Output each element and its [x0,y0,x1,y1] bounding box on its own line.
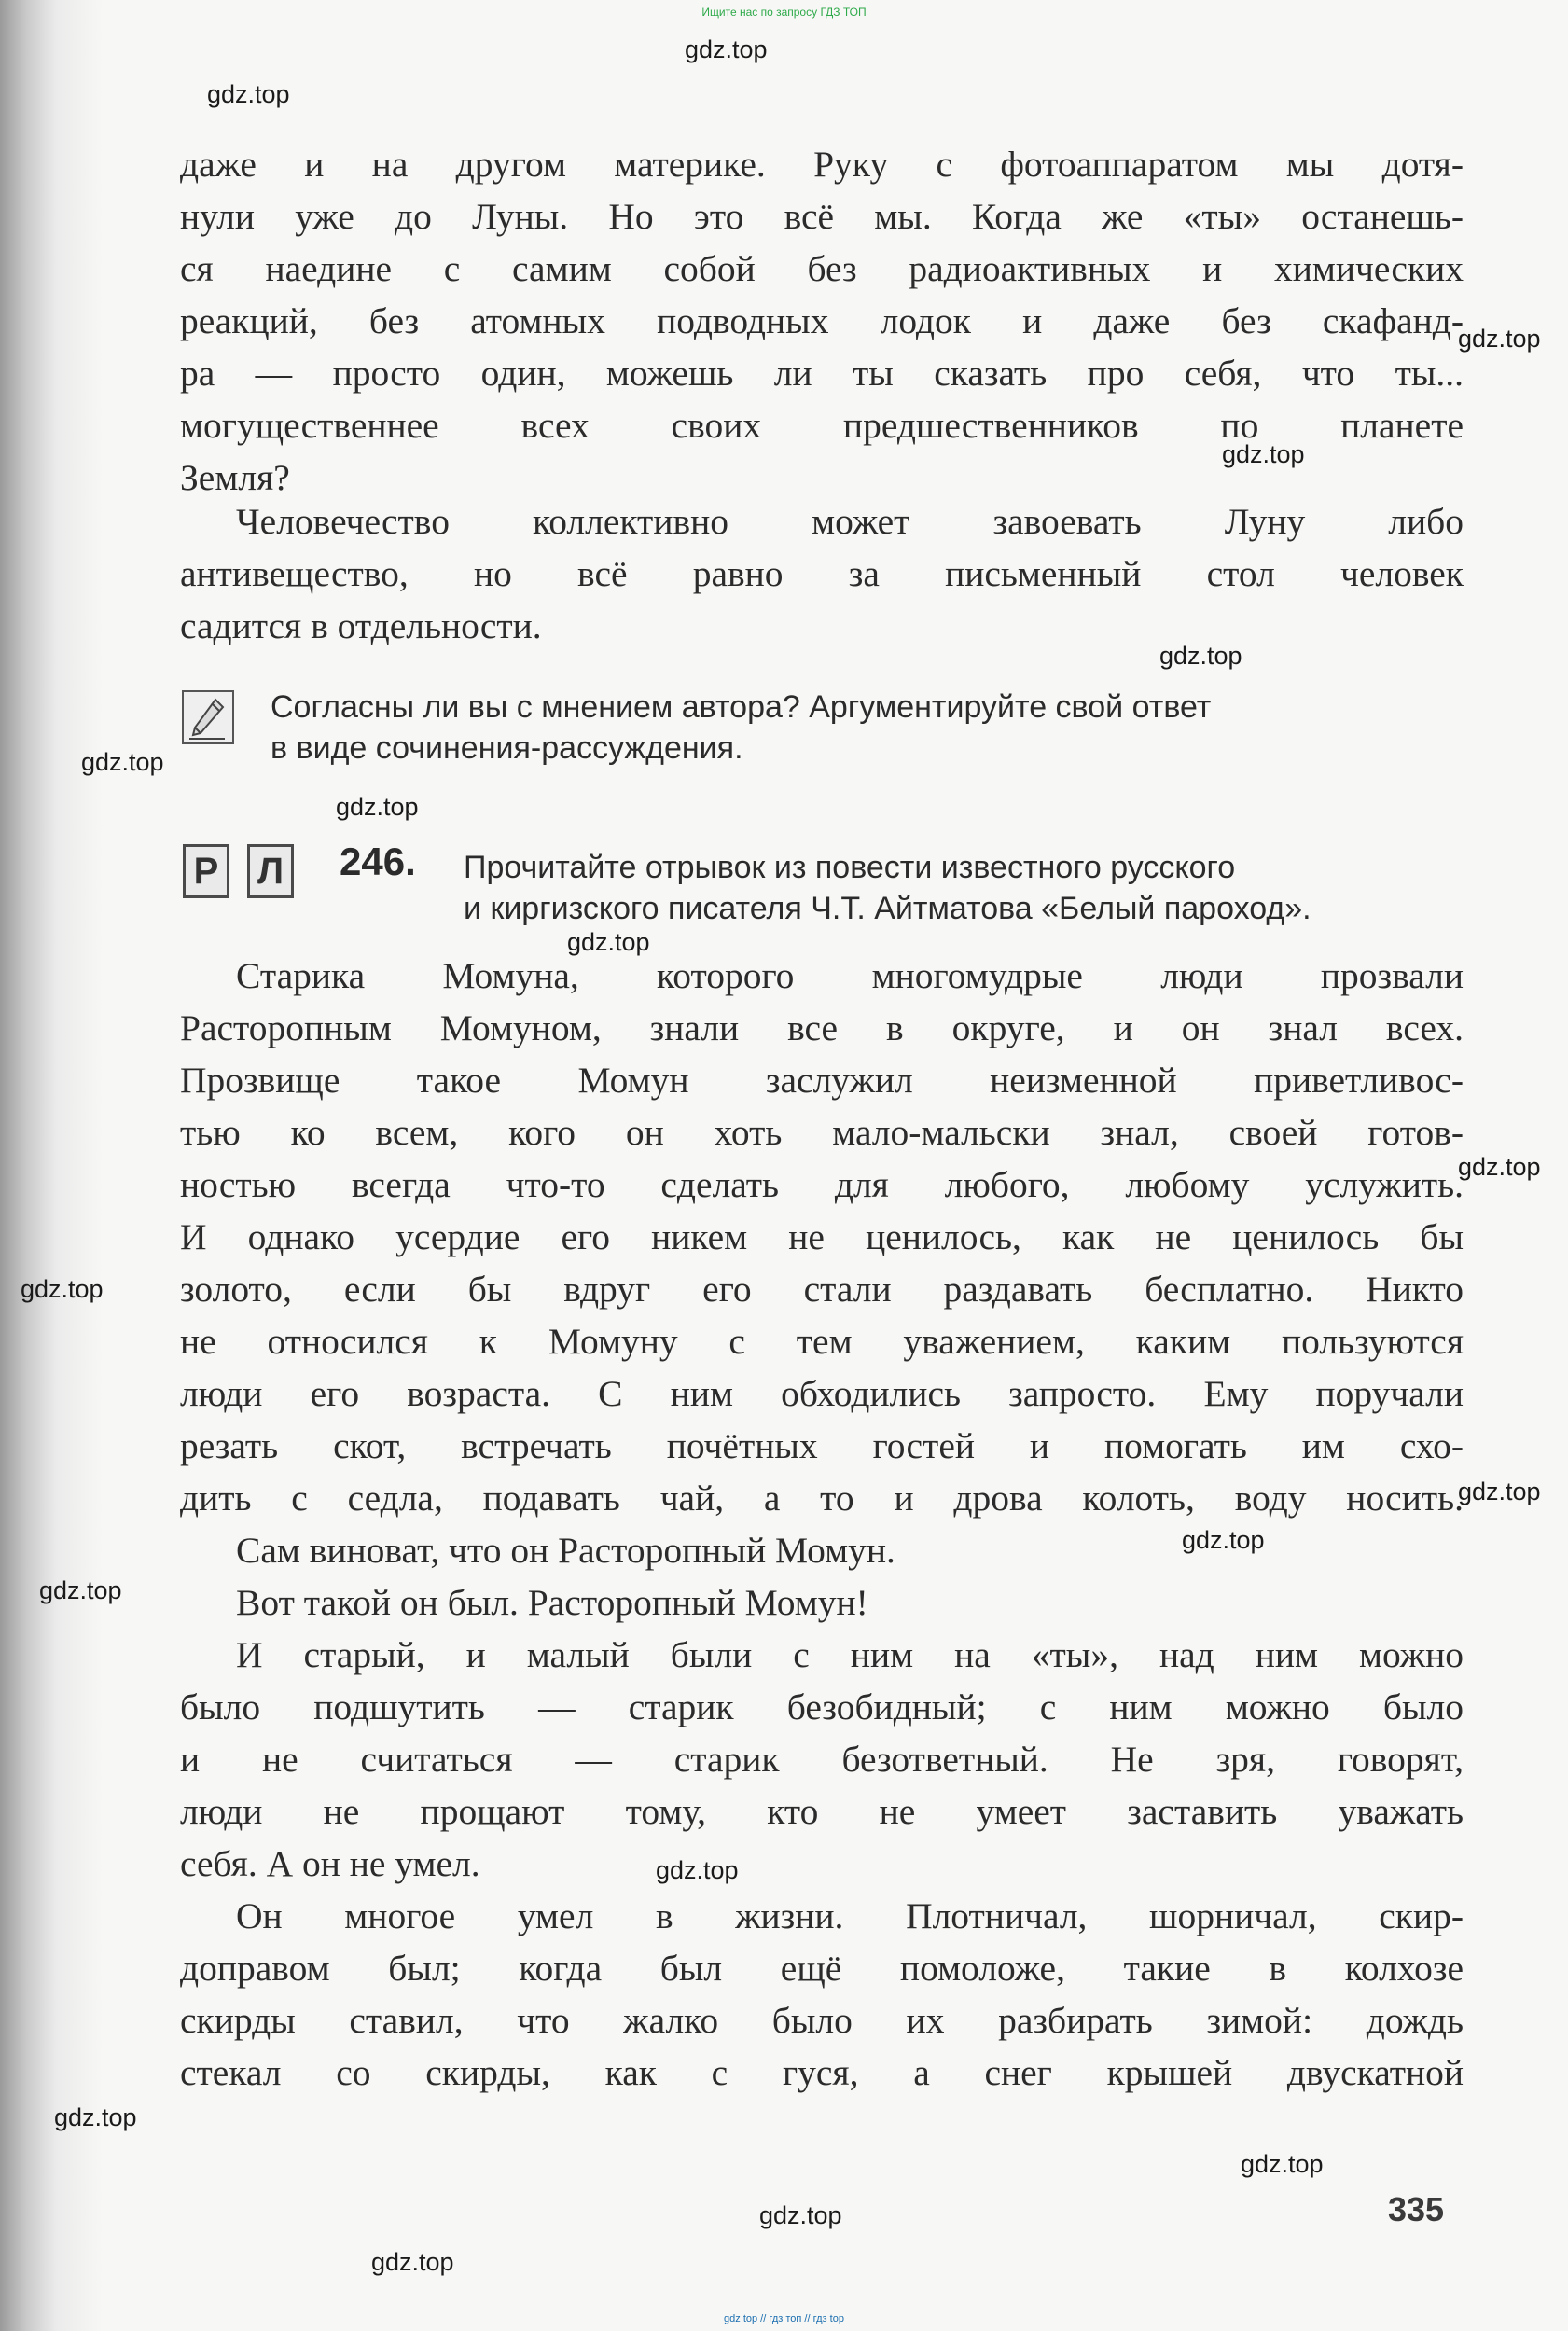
text-line: было подшутить — старик безобидный; с ним можно было [180,1686,1464,1727]
text-line: Сам виноват, что он Расторопный Момун. [236,1530,895,1571]
text-line: И однако усердие его никем не ценилось, как не ценилось бы [180,1216,1464,1257]
watermark: gdz.top [81,748,164,776]
text-line: себя. А он не умел. [180,1843,480,1884]
text-line: Земля? [180,457,290,498]
text-line: даже и на другом материке. Руку с фотоаппаратом мы дотя- [180,144,1464,185]
text-line: и не считаться — старик безответный. Не зря, говорят, [180,1739,1464,1780]
watermark: gdz.top [1458,1478,1541,1505]
text-line: не относился к Момуну с тем уважением, каким пользуются [180,1321,1464,1362]
watermark: gdz.top [759,2201,842,2229]
paragraph-6 [180,1629,1464,1890]
pencil-icon [182,690,234,744]
text-line: И старый, и малый были с ним на «ты», над ним можно [236,1634,1464,1675]
exercise-number: 246. [340,839,416,883]
top-banner[interactable]: Ищите нас по запросу ГДЗ ТОП [701,6,867,19]
page-number: 335 [1388,2190,1445,2228]
task-question [271,687,1474,769]
watermark: gdz.top [656,1856,739,1884]
text-line: золото, если бы вдруг его стали раздавать бесплатно. Никто [180,1269,1464,1310]
text-line: стекал со скирды, как с гуся, а снег крышей двускатной [180,2052,1464,2093]
text-line: тью ко всем, кого он хоть мало-мальски знал, своей готов- [180,1112,1464,1153]
paragraph-7 [180,1890,1464,2099]
text-line: нули уже до Луны. Но это всё мы. Когда же «ты» останешь- [180,196,1464,237]
instruction-line: и киргизского писателя Ч.Т. Айтматова «Белый пароход». [464,891,1311,926]
text-line: люди его возраста. С ним обходились запросто. Ему поручали [180,1373,1464,1414]
watermark: gdz.top [1458,1153,1541,1181]
text-line: люди не прощают тому, кто не умеет заставить уважать [180,1791,1464,1832]
paragraph-3 [180,950,1464,1524]
text-line: реакций, без атомных подводных лодок и даже без скафанд- [180,300,1464,341]
text-line: Старика Момуна, которого многомудрые люди прозвали [236,955,1464,996]
text-line: Человечество коллективно может завоевать Луну либо [236,501,1464,542]
badge-r: Р [183,844,229,898]
watermark: gdz.top [1159,642,1242,670]
text-line: садится в отдельности. [180,605,542,646]
watermark: gdz.top [567,928,650,956]
watermark: gdz.top [1182,1526,1265,1554]
watermark: gdz.top [54,2103,137,2131]
exercise-instruction [464,847,1471,929]
text-line: ностью всегда что-то сделать для любого, любому услужить. [180,1164,1464,1205]
watermark: gdz.top [21,1275,104,1303]
text-line: доправом был; когда был ещё помоложе, такие в колхозе [180,1948,1464,1989]
text-line: Расторопным Момуном, знали все в округе, и он знал всех. [180,1007,1464,1048]
task-line: Согласны ли вы с мнением автора? Аргументируйте свой ответ [271,689,1212,725]
paragraph-5 [180,1576,1464,1629]
watermark: gdz.top [1241,2150,1324,2178]
text-line: дить с седла, подавать чай, а то и дрова колоть, воду носить. [180,1478,1464,1519]
badge-l: Л [247,844,294,898]
watermark: gdz.top [1458,325,1541,353]
text-line: могущественнее всех своих предшественников по планете [180,405,1464,446]
bottom-banner[interactable]: gdz top // гдз топ // гдз top [724,2313,844,2324]
watermark: gdz.top [39,1576,122,1604]
text-line: ся наедине с самим собой без радиоактивных и химических [180,248,1464,289]
text-line: резать скот, встречать почётных гостей и помогать им схо- [180,1425,1464,1466]
text-line: Он многое умел в жизни. Плотничал, шорничал, скир- [236,1895,1464,1936]
paragraph-2 [180,495,1464,652]
paragraph-4 [180,1524,1464,1576]
watermark: gdz.top [1222,440,1305,468]
watermark: gdz.top [336,793,419,821]
text-line: ра — просто один, можешь ли ты сказать про себя, что ты... [180,353,1464,394]
watermark: gdz.top [371,2248,454,2276]
instruction-line: Прочитайте отрывок из повести известного русского [464,850,1236,885]
watermark: gdz.top [685,35,768,63]
text-line: антивещество, но всё равно за письменный стол человек [180,553,1464,594]
text-line: скирды ставил, что жалко было их разбирать зимой: дождь [180,2000,1464,2041]
text-line: Прозвище такое Момун заслужил неизменной приветливос- [180,1060,1464,1101]
task-line: в виде сочинения-рассуждения. [271,730,743,766]
text-line: Вот такой он был. Расторопный Момун! [236,1582,868,1623]
watermark: gdz.top [207,80,290,108]
